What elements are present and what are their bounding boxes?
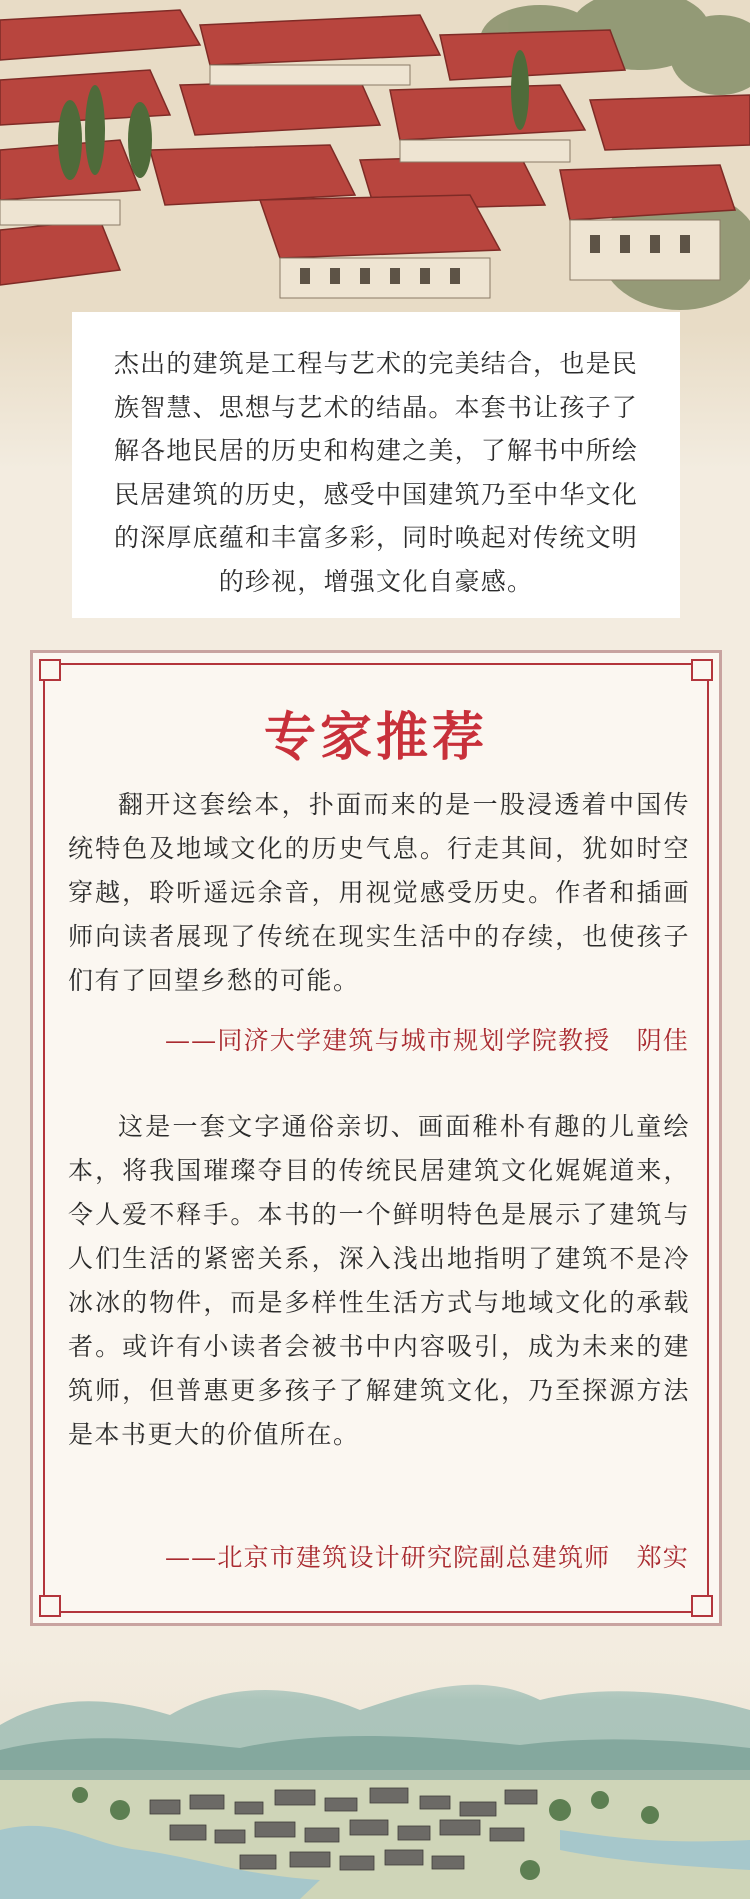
intro-text: 杰出的建筑是工程与艺术的完美结合，也是民族智慧、思想与艺术的结晶。本套书让孩子了解各地民居的历史和构建之美，了解书中所绘民居建筑的历史，感受中国建筑乃至中华文化的深厚底蕴和丰富多彩，同时唤起对传统文明的珍视，增强文化自豪感。 <box>113 349 638 596</box>
review-1-signature: ——同济大学建筑与城市规划学院教授 阴佳 <box>164 1026 689 1055</box>
corner-ornament <box>691 1595 713 1617</box>
review-2-text: 这是一套文字通俗亲切、画面稚朴有趣的儿童绘本，将我国璀璨夺目的传统民居建筑文化娓娓道来，令人爱不释手。本书的一个鲜明特色是展示了建筑与人们生活的紧密关系，深入浅出地指明了建筑不是冷冰冰的物件，而是多样性生活方式与地域文化的承载者。或许有小读者会被书中内容吸引，成为未来的建筑师，但普惠更多孩子了解建筑文化，乃至探源方法是本书更大的价值所在。 <box>68 1112 690 1449</box>
expert-recommendation-panel <box>30 650 722 1626</box>
corner-ornament <box>39 659 61 681</box>
review-2-signature: ——北京市建筑设计研究院副总建筑师 郑实 <box>164 1543 689 1572</box>
corner-ornament <box>39 1595 61 1617</box>
review-1-text: 翻开这套绘本，扑面而来的是一股浸透着中国传统特色及地域文化的历史气息。行走其间，犹如时空穿越，聆听遥远余音，用视觉感受历史。作者和插画师向读者展现了传统在现实生活中的存续，也使孩子们有了回望乡愁的可能。 <box>68 790 690 995</box>
review-2 <box>68 1105 690 1457</box>
corner-ornament <box>691 659 713 681</box>
panel-title: 专家推荐 <box>263 708 488 768</box>
intro-card <box>72 312 680 618</box>
landscape-illustration <box>0 1630 750 1899</box>
review-1 <box>68 783 690 1003</box>
